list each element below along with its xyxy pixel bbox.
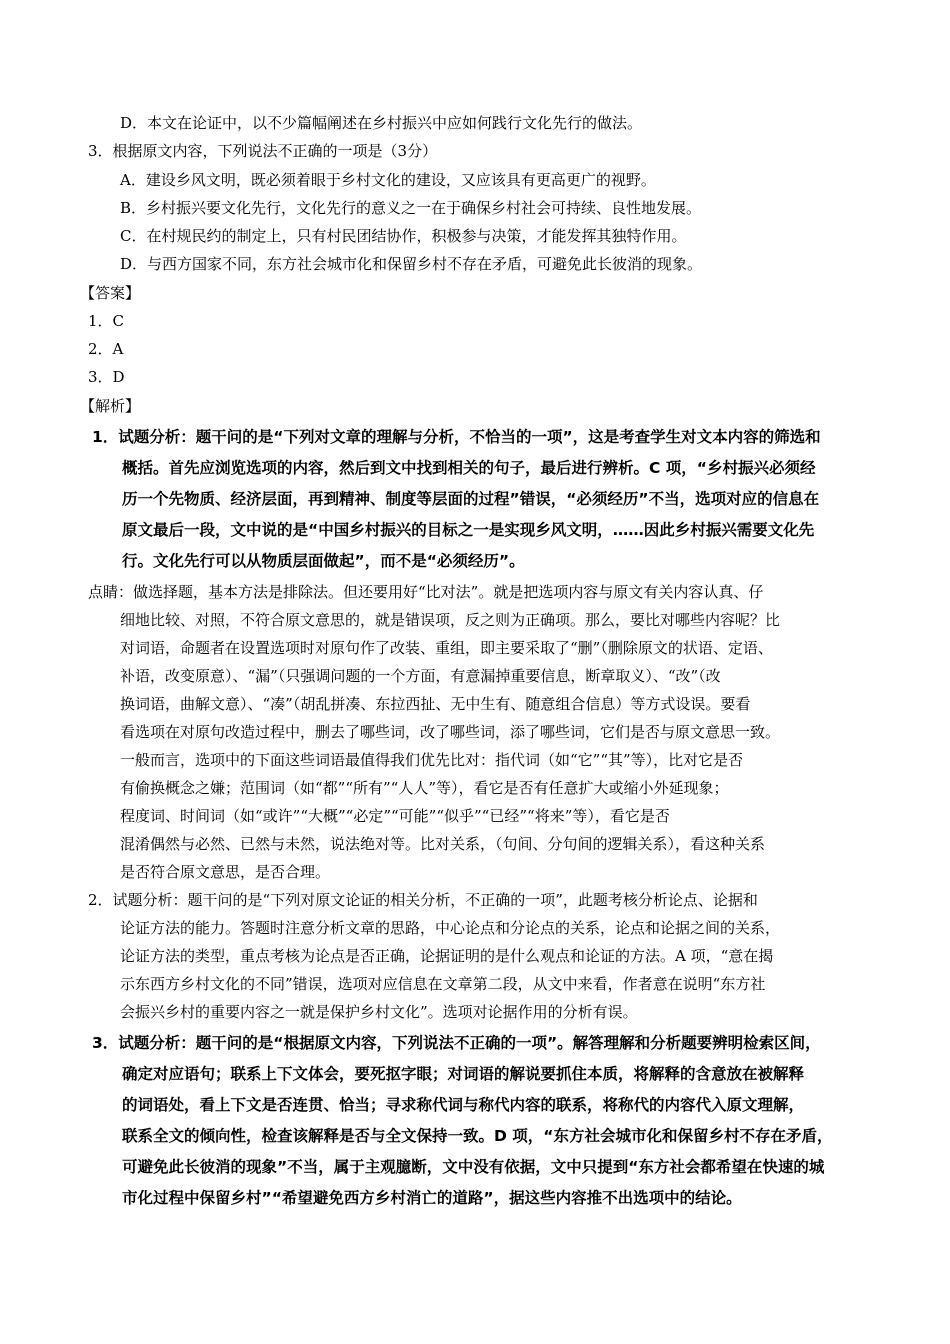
tip-line: 混淆偶然与必然、已然与未然，说法绝对等。比对关系，（句间、分句间的逻辑关系），看这种关系 xyxy=(120,835,766,853)
tip-line: 程度词、时间词（如“或许”“大概”“必定”“可能”“似乎”“已经”“将来”等），看它是否 xyxy=(120,807,670,825)
q2-option-d: D．本文在论证中，以不少篇幅阐述在乡村振兴中应如何践行文化先行的做法。 xyxy=(120,114,643,132)
analysis-1-line: 历一个先物质、经济层面，再到精神、制度等层面的过程”错误，“必须经历”不当，选项对应的信息在 xyxy=(122,490,820,508)
analysis-1-line: 概括。首先应浏览选项的内容，然后到文中找到相关的句子，最后进行辨析。C 项，“乡村振兴必须经 xyxy=(122,459,816,477)
analysis-3-line: 确定对应语句；联系上下文体会，要死抠字眼；对词语的解说要抓住本质，将解释的含意放在被解释 xyxy=(122,1065,805,1083)
tip-line: 看选项在对原句改造过程中，删去了哪些词，改了哪些词，添了哪些词，它们是否与原文意思一致。 xyxy=(120,723,781,741)
q3-option-c: C．在村规民约的制定上，只有村民团结协作，积极参与决策，才能发挥其独特作用。 xyxy=(120,227,687,245)
tip-line: 点睛：做选择题，基本方法是排除法。但还要用好“比对法”。就是把选项内容与原文有关内容认真、仔 xyxy=(88,583,764,601)
q3-option-b: B．乡村振兴要文化先行，文化先行的意义之一在于确保乡村社会可持续、良性地发展。 xyxy=(120,199,702,217)
answer-2: 2．A xyxy=(88,340,124,358)
tip-line: 细地比较、对照，不符合原文意思的，就是错误项，反之则为正确项。那么，要比对哪些内容呢？比 xyxy=(120,611,781,629)
analysis-heading: 【解析】 xyxy=(80,397,141,415)
tip-line: 是否符合原文意思，是否合理。 xyxy=(120,863,331,881)
answer-heading: 【答案】 xyxy=(80,284,141,302)
analysis-1-line: 原文最后一段，文中说的是“中国乡村振兴的目标之一是实现乡风文明，……因此乡村振兴需要文化先 xyxy=(122,521,815,539)
analysis-2-line: 论证方法的能力。答题时注意分析文章的思路，中心论点和分论点的关系，论点和论据之间的关系， xyxy=(120,919,781,937)
tip-line: 有偷换概念之嫌；范围词（如“都”“所有”“人人”等），看它是否有任意扩大或缩小外延现象； xyxy=(120,779,729,797)
tip-line: 换词语，曲解文意）、“凑”（胡乱拼凑、东拉西扯、无中生有、随意组合信息）等方式设误。要看 xyxy=(120,695,751,713)
analysis-2-line: 会振兴乡村的重要内容之一就是保护乡村文化”。选项对论据作用的分析有误。 xyxy=(120,1003,638,1021)
analysis-2-line: 示东西方乡村文化的不同”错误，选项对应信息在文章第二段，从文中来看，作者意在说明“东方社 xyxy=(120,975,766,993)
tip-line: 一般而言，选项中的下面这些词语最值得我们优先比对：指代词（如“它”“其”等），比对它是否 xyxy=(120,751,744,769)
analysis-2-line: 论证方法的类型，重点考核为论点是否正确，论据证明的是什么观点和论证的方法。A 项，“意在揭 xyxy=(120,947,774,965)
q3-option-d: D．与西方国家不同，东方社会城市化和保留乡村不存在矛盾，可避免此长彼消的现象。 xyxy=(120,255,703,273)
analysis-2-line: 2．试题分析：题干问的是“下列对原文论证的相关分析，不正确的一项”，此题考核分析论点、论据和 xyxy=(88,891,758,909)
analysis-3-line: 可避免此长彼消的现象”不当，属于主观臆断，文中没有依据，文中只提到“东方社会都希望在快速的城 xyxy=(122,1158,825,1176)
q3-stem: 3．根据原文内容，下列说法不正确的一项是（3分） xyxy=(88,142,438,160)
answer-1: 1．C xyxy=(88,312,125,330)
tip-line: 对词语，命题者在设置选项时对原句作了改装、重组，即主要采取了“删”（删除原文的状语、定语、 xyxy=(120,639,773,657)
analysis-1-line: 行。文化先行可以从物质层面做起”，而不是“必须经历”。 xyxy=(122,552,525,570)
analysis-3-line: 3．试题分析：题干问的是“根据原文内容，下列说法不正确的一项”。解答理解和分析题要辨明检索区间， xyxy=(92,1034,821,1052)
analysis-3-line: 联系全文的倾向性，检查该解释是否与全文保持一致。D 项，“东方社会城市化和保留乡村不存在矛盾， xyxy=(122,1127,833,1145)
tip-line: 补语，改变原意）、“漏”（只强调问题的一个方面，有意漏掉重要信息，断章取义）、“改”（改 xyxy=(120,667,721,685)
analysis-3-line: 的词语处，看上下文是否连贯、恰当；寻求称代词与称代内容的联系，将称代的内容代入原文理解， xyxy=(122,1096,805,1114)
q3-option-a: A．建设乡风文明，既必须着眼于乡村文化的建设，又应该具有更高更广的视野。 xyxy=(120,171,656,189)
analysis-3-line: 市化过程中保留乡村”“希望避免西方乡村消亡的道路”，据这些内容推不出选项中的结论。 xyxy=(122,1189,742,1207)
answer-3: 3．D xyxy=(88,368,125,386)
analysis-1-line: 1．试题分析：题干问的是“下列对文章的理解与分析，不恰当的一项”，这是考查学生对文本内容的筛选和 xyxy=(92,428,821,446)
